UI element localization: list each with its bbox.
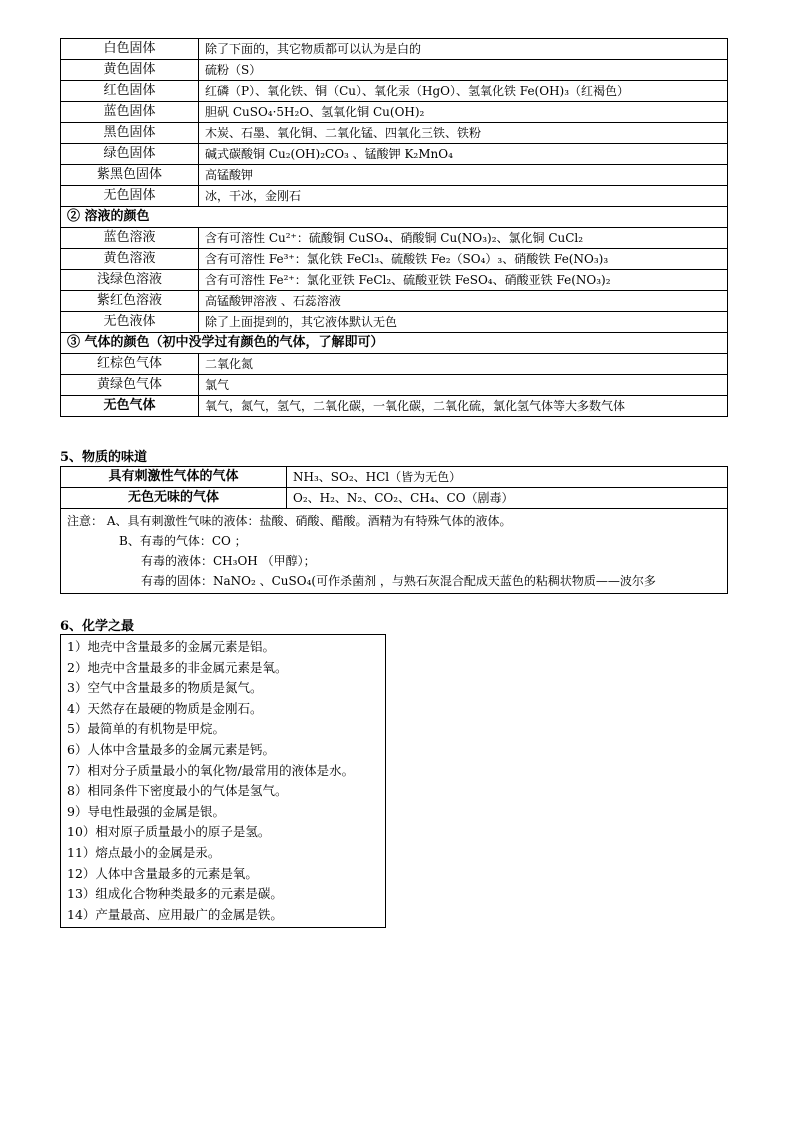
list-item: 2）地壳中含量最多的非金属元素是氧。 (67, 659, 288, 675)
color-name: 紫黑色固体 (61, 165, 199, 186)
color-desc: 除了下面的，其它物质都可以认为是白的 (199, 39, 728, 60)
color-name: 红棕色气体 (61, 354, 199, 375)
table-row (61, 291, 728, 312)
color-desc: 除了上面提到的，其它液体默认无色 (199, 312, 728, 333)
color-name: 浅绿色溶液 (61, 270, 199, 291)
table-row (61, 81, 728, 102)
list-item: 9）导电性最强的金属是银。 (67, 803, 225, 819)
list-item: 11）熔点最小的金属是汞。 (67, 844, 221, 860)
table-row (61, 144, 728, 165)
color-name: 黄色溶液 (61, 249, 199, 270)
color-table (60, 38, 728, 417)
color-name: 无色固体 (61, 186, 199, 207)
list-item: 6）人体中含量最多的金属元素是钙。 (67, 741, 275, 757)
list-item: 4）天然存在最硬的物质是金刚石。 (67, 700, 263, 716)
list-item: 1）地壳中含量最多的金属元素是铝。 (67, 639, 275, 654)
list-item: 7）相对分子质量最小的氧化物/最常用的液体是水。 (67, 762, 355, 778)
color-name: 无色液体 (61, 312, 199, 333)
color-desc: 硫粉（S） (199, 60, 728, 81)
section-heading-smell: 5、物质的味道 (60, 450, 148, 465)
section-subheading: ③ 气体的颜色（初中没学过有颜色的气体，了解即可） (61, 333, 728, 354)
color-desc: 含有可溶性 Fe²⁺：氯化亚铁 FeCl₂、硫酸亚铁 FeSO₄、硝酸亚铁 Fe(NO₃)₂ (199, 270, 728, 291)
list-item: 12）人体中含量最多的元素是氧。 (67, 865, 258, 881)
color-name: 白色固体 (61, 39, 199, 60)
list-item: 3）空气中含量最多的物质是氮气。 (67, 680, 263, 696)
table-row (61, 102, 728, 123)
color-desc: 二氧化氮 (199, 354, 728, 375)
table-row (61, 467, 728, 488)
color-desc: 高锰酸钾 (199, 165, 728, 186)
table-row (61, 207, 728, 228)
color-desc: 含有可溶性 Fe³⁺：氯化铁 FeCl₃、硫酸铁 Fe₂（SO₄）₃、硝酸铁 Fe(NO₃)₃ (199, 249, 728, 270)
table-row (61, 396, 728, 417)
color-desc: 木炭、石墨、氧化铜、二氧化锰、四氧化三铁、铁粉 (199, 123, 728, 144)
list-item: 13）组成化合物种类最多的元素是碳。 (67, 886, 283, 902)
smell-table (60, 466, 728, 594)
color-name: 蓝色溶液 (61, 228, 199, 249)
table-row (61, 354, 728, 375)
smell-name: 无色无味的气体 (61, 488, 287, 509)
smell-name: 具有刺激性气体的气体 (61, 467, 287, 488)
note-cell (61, 509, 728, 594)
color-desc: 氯气 (199, 375, 728, 396)
color-name: 红色固体 (61, 81, 199, 102)
section-heading-superlatives: 6、化学之最 (60, 619, 135, 634)
list-item: 14）产量最高、应用最广的金属是铁。 (67, 906, 283, 922)
table-row (61, 270, 728, 291)
color-desc: 含有可溶性 Cu²⁺：硫酸铜 CuSO₄、硝酸铜 Cu(NO₃)₂、氯化铜 CuCl₂ (199, 228, 728, 249)
color-name: 黄绿色气体 (61, 375, 199, 396)
note-line: 注意： A、具有刺激性气味的液体：盐酸、硝酸、醋酸。酒精为有特殊气体的液体。 (67, 514, 512, 528)
list-item: 10）相对原子质量最小的原子是氢。 (67, 824, 271, 840)
table-row (61, 39, 728, 60)
section-subheading: ② 溶液的颜色 (61, 207, 728, 228)
color-desc: 碱式碳酸铜 Cu₂(OH)₂CO₃ 、锰酸钾 K₂MnO₄ (199, 144, 728, 165)
color-desc: 氧气，氮气，氢气，二氧化碳，一氧化碳，二氧化硫，氯化氢气体等大多数气体 (199, 396, 728, 417)
note-line: B、有毒的气体：CO ； (119, 534, 247, 548)
table-row (61, 509, 728, 594)
color-desc: 胆矾 CuSO₄·5H₂O、氢氧化铜 Cu(OH)₂ (199, 102, 728, 123)
table-row (61, 488, 728, 509)
smell-desc: O₂、H₂、N₂、CO₂、CH₄、CO（剧毒） (287, 488, 728, 509)
table-row (61, 123, 728, 144)
color-name: 紫红色溶液 (61, 291, 199, 312)
table-row (61, 186, 728, 207)
note-line: 有毒的固体：NaNO₂ 、CuSO₄(可作杀菌剂 ，与熟石灰混合配成天蓝色的粘稠状物质——波尔多 (141, 574, 656, 588)
color-name: 蓝色固体 (61, 102, 199, 123)
color-desc: 高锰酸钾溶液 、石蕊溶液 (199, 291, 728, 312)
note-line: 有毒的液体：CH₃OH （甲醇）； (141, 554, 316, 568)
superlatives-list (60, 634, 386, 928)
color-name: 绿色固体 (61, 144, 199, 165)
color-desc: 冰，干冰，金刚石 (199, 186, 728, 207)
list-item: 8）相同条件下密度最小的气体是氢气。 (67, 783, 288, 799)
table-row (61, 375, 728, 396)
table-row (61, 165, 728, 186)
table-row (61, 228, 728, 249)
smell-desc: NH₃、SO₂、HCl（皆为无色） (287, 467, 728, 488)
color-name: 黑色固体 (61, 123, 199, 144)
table-row (61, 312, 728, 333)
color-desc: 红磷（P）、氧化铁、铜（Cu）、氧化汞（HgO）、氢氧化铁 Fe(OH)₃（红褐色） (199, 81, 728, 102)
table-row (61, 60, 728, 81)
table-row (61, 249, 728, 270)
color-name: 黄色固体 (61, 60, 199, 81)
table-row (61, 333, 728, 354)
list-item: 5）最简单的有机物是甲烷。 (67, 721, 225, 737)
color-name: 无色气体 (61, 396, 199, 417)
